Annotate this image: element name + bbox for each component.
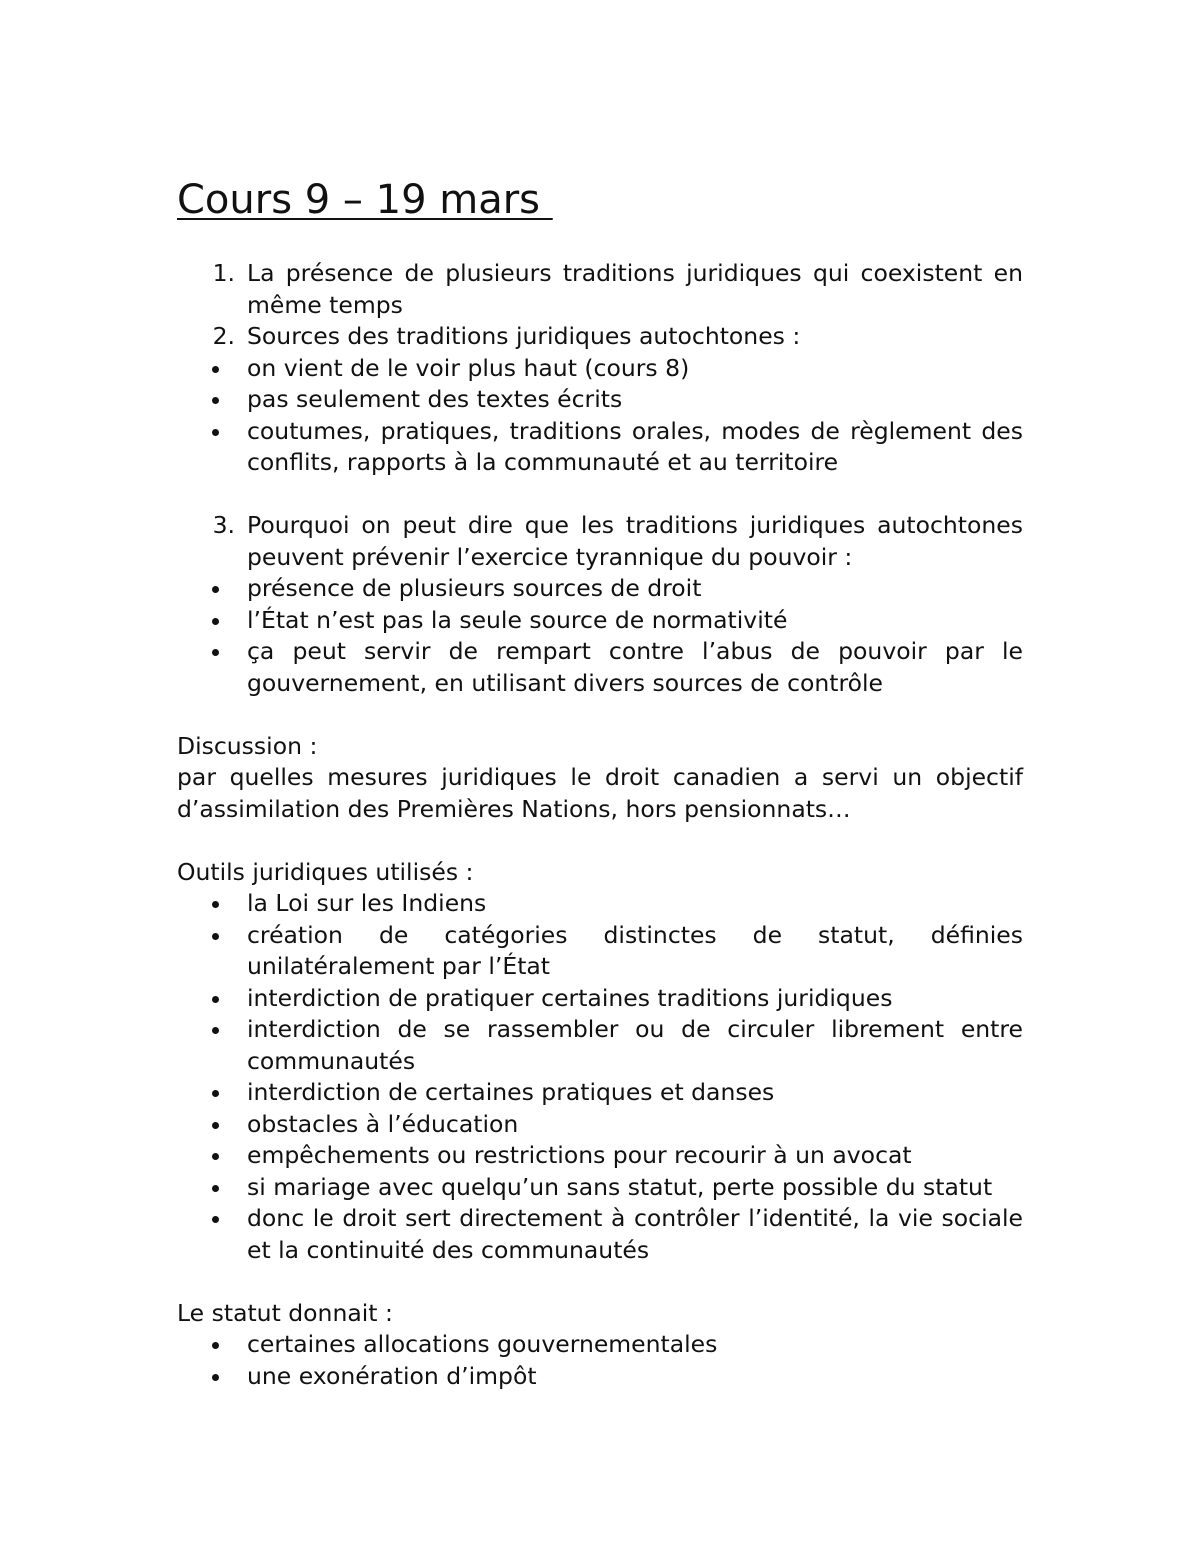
bullet-icon bbox=[177, 983, 247, 1015]
bullet-icon bbox=[177, 573, 247, 605]
bullet-item bbox=[177, 1077, 1023, 1109]
bullet-icon bbox=[177, 888, 247, 920]
discussion-text: par quelles mesures juridiques le droit canadien a servi un objectif d’assimilation des Premières Nations, hors pensionnats… bbox=[177, 763, 1023, 823]
bullet-item bbox=[177, 1014, 1023, 1077]
list-item-text: empêchements ou restrictions pour recourir à un avocat bbox=[247, 1141, 912, 1169]
numbered-item-1 bbox=[177, 258, 1023, 321]
outils-heading: Outils juridiques utilisés : bbox=[177, 857, 474, 886]
bullet-item bbox=[177, 353, 1023, 385]
bullet-item bbox=[177, 1203, 1023, 1266]
bullet-icon bbox=[177, 1329, 247, 1361]
paragraph-gap bbox=[177, 1266, 1023, 1298]
list-item-text: Sources des traditions juridiques autochtones : bbox=[247, 322, 801, 350]
list-item-text: coutumes, pratiques, traditions orales, modes de règlement des conflits, rapports à la communauté et au territoire bbox=[247, 416, 1023, 476]
list-item-text: création de catégories distinctes de statut, définies unilatéralement par l’État bbox=[247, 920, 1023, 980]
bullet-icon bbox=[177, 1077, 247, 1109]
list-number: 3. bbox=[212, 511, 235, 539]
bullet-icon bbox=[177, 1172, 247, 1204]
list-number: 1. bbox=[212, 259, 235, 287]
document-page bbox=[177, 170, 1023, 1392]
bullet-icon bbox=[177, 416, 247, 448]
numbered-item-2 bbox=[177, 321, 1023, 353]
list-item-text: certaines allocations gouvernementales bbox=[247, 1330, 718, 1358]
list-item-text: La présence de plusieurs traditions juridiques qui coexistent en même temps bbox=[247, 259, 1023, 319]
bullet-item bbox=[177, 605, 1023, 637]
bullet-item bbox=[177, 1109, 1023, 1141]
bullet-icon bbox=[177, 920, 247, 952]
bullet-item bbox=[177, 384, 1023, 416]
bullet-item bbox=[177, 416, 1023, 479]
bullet-icon bbox=[177, 636, 247, 668]
bullet-item bbox=[177, 983, 1023, 1015]
bullet-item bbox=[177, 636, 1023, 699]
bullet-icon bbox=[177, 1140, 247, 1172]
list-item-text: interdiction de certaines pratiques et danses bbox=[247, 1078, 775, 1106]
discussion-heading: Discussion : bbox=[177, 731, 318, 760]
list-number: 2. bbox=[212, 322, 235, 350]
list-item-text: si mariage avec quelqu’un sans statut, perte possible du statut bbox=[247, 1172, 993, 1201]
bullet-item bbox=[177, 1329, 1023, 1361]
bullet-item bbox=[177, 920, 1023, 983]
bullet-icon bbox=[177, 1203, 247, 1235]
bullet-item bbox=[177, 1361, 1023, 1393]
list-item-text: ça peut servir de rempart contre l’abus de pouvoir par le gouvernement, en utilisant divers sources de contrôle bbox=[247, 637, 1023, 697]
bullet-icon bbox=[177, 353, 247, 385]
bullet-item bbox=[177, 1140, 1023, 1172]
bullet-icon bbox=[177, 1014, 247, 1046]
list-item-text: une exonération d’impôt bbox=[247, 1361, 537, 1390]
list-item-text: pas seulement des textes écrits bbox=[247, 385, 623, 413]
bullet-icon bbox=[177, 1361, 247, 1393]
list-item-text: Pourquoi on peut dire que les traditions juridiques autochtones peuvent prévenir l’exercice tyrannique du pouvoir : bbox=[247, 511, 1023, 571]
list-item-text: la Loi sur les Indiens bbox=[247, 889, 487, 917]
list-item-text: obstacles à l’éducation bbox=[247, 1109, 519, 1138]
list-item-text: interdiction de pratiquer certaines traditions juridiques bbox=[247, 983, 893, 1012]
document-title: Cours 9 – 19 mars bbox=[177, 177, 553, 223]
list-item-text: donc le droit sert directement à contrôler l’identité, la vie sociale et la continuité des communautés bbox=[247, 1204, 1023, 1264]
list-item-text: l’État n’est pas la seule source de normativité bbox=[247, 605, 788, 634]
bullet-icon bbox=[177, 1109, 247, 1141]
numbered-item-3 bbox=[177, 510, 1023, 573]
bullet-icon bbox=[177, 384, 247, 416]
list-item-text: présence de plusieurs sources de droit bbox=[247, 574, 702, 602]
bullet-item bbox=[177, 888, 1023, 920]
bullet-icon bbox=[177, 605, 247, 637]
bullet-item bbox=[177, 1172, 1023, 1204]
statut-heading: Le statut donnait : bbox=[177, 1298, 393, 1327]
bullet-item bbox=[177, 573, 1023, 605]
list-item-text: on vient de le voir plus haut (cours 8) bbox=[247, 353, 690, 382]
paragraph-gap bbox=[177, 479, 1023, 511]
paragraph-gap bbox=[177, 825, 1023, 857]
paragraph-gap bbox=[177, 699, 1023, 731]
list-item-text: interdiction de se rassembler ou de circuler librement entre communautés bbox=[247, 1015, 1023, 1075]
